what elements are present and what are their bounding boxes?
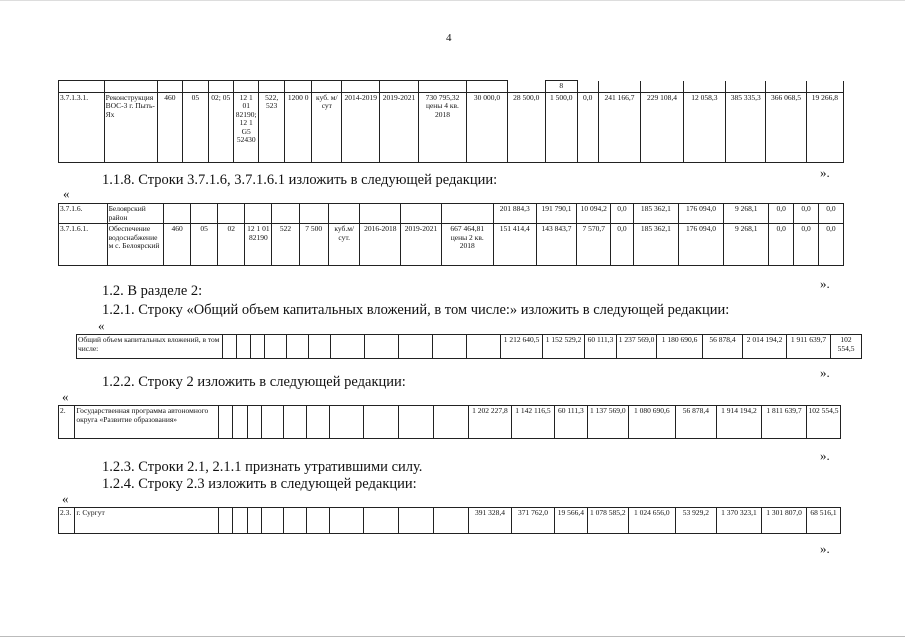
cell (401, 204, 442, 224)
paragraph-121: 1.2.1. Строку «Общий объем капитальных вложений, в том числе:» изложить в следующей редакции: (102, 302, 730, 318)
cell (434, 508, 469, 534)
paragraph-118: 1.1.8. Строки 3.7.1.6, 3.7.1.6.1 изложить в следующей редакции: (102, 172, 498, 188)
cell (342, 81, 380, 93)
cell (441, 204, 493, 224)
cell: 3.7.1.6.1. (59, 224, 108, 266)
quote-close: ». (820, 448, 830, 463)
quote-close: ». (820, 365, 830, 380)
cell (261, 406, 284, 439)
cell (261, 508, 284, 534)
cell: 2014-2019 (342, 92, 380, 162)
cell: 229 108,4 (641, 92, 683, 162)
cell (265, 335, 287, 359)
cell: 0,0 (611, 224, 634, 266)
cell (418, 81, 467, 93)
scan-edge-bottom (0, 636, 905, 637)
cell: 7 570,7 (577, 224, 611, 266)
cell: 1 137 569,0 (587, 406, 628, 439)
cell: 1 142 116,5 (511, 406, 554, 439)
cell (380, 81, 418, 93)
cell (766, 81, 806, 93)
cell (299, 204, 328, 224)
cell: 1 914 194,2 (716, 406, 761, 439)
cell: куб.м/сут. (328, 224, 360, 266)
cell: 522 (272, 224, 299, 266)
cell: 0,0 (794, 224, 819, 266)
cell (104, 81, 157, 93)
cell: 1 301 807,0 (761, 508, 806, 534)
cell (259, 81, 284, 93)
cell: 2019-2021 (401, 224, 442, 266)
cell: 143 843,7 (536, 224, 577, 266)
cell (287, 335, 309, 359)
cell: Общий объем капитальных вложений, в том числе: (77, 335, 223, 359)
cell: 0,0 (769, 204, 794, 224)
cell: 12 1 01 82190 (245, 224, 272, 266)
cell (233, 508, 247, 534)
cell: 30 000,0 (467, 92, 507, 162)
cell: 0,0 (611, 204, 634, 224)
cell: Белоярский район (107, 204, 163, 224)
cell (598, 81, 640, 93)
cell (329, 508, 364, 534)
cell: 185 362,1 (633, 204, 678, 224)
cell (218, 508, 232, 534)
table-rows-3716 (58, 203, 844, 266)
cell (157, 81, 182, 93)
cell (726, 81, 766, 93)
cell: 2 014 194,2 (743, 335, 787, 359)
cell (364, 406, 399, 439)
table-row-2 (58, 405, 841, 439)
cell (399, 335, 433, 359)
cell (208, 81, 233, 93)
cell: 3.7.1.6. (59, 204, 108, 224)
cell: Государственная программа автономного округа «Развитие образования» (75, 406, 218, 439)
cell (247, 508, 261, 534)
cell: 12 1 01 82190; 12 1 G5 52430 (234, 92, 259, 162)
cell (399, 508, 434, 534)
cell (164, 204, 191, 224)
cell: 0,0 (577, 92, 598, 162)
cell (284, 406, 307, 439)
cell: 1 180 690,6 (657, 335, 703, 359)
cell (284, 81, 312, 93)
cell: 56 878,4 (675, 406, 716, 439)
cell: куб. м/сут (312, 92, 342, 162)
cell (641, 81, 683, 93)
cell (309, 335, 331, 359)
cell: 2.3. (59, 508, 75, 534)
cell: 7 500 (299, 224, 328, 266)
cell (434, 406, 469, 439)
cell (433, 335, 467, 359)
quote-close: ». (820, 165, 830, 180)
cell: 191 790,1 (536, 204, 577, 224)
quote-close: ». (820, 541, 830, 556)
cell: 1 500,0 (545, 92, 577, 162)
cell: 3.7.1.3.1. (59, 92, 105, 162)
cell: 1 080 690,6 (628, 406, 675, 439)
cell: 19 566,4 (554, 508, 587, 534)
cell: 151 414,4 (493, 224, 536, 266)
cell: 522, 523 (259, 92, 284, 162)
cell (399, 406, 434, 439)
cell: 53 929,2 (675, 508, 716, 534)
cell: 1200 0 (284, 92, 312, 162)
cell (237, 335, 251, 359)
cell (247, 406, 261, 439)
cell: 1 911 639,7 (787, 335, 831, 359)
cell (191, 204, 218, 224)
quote-close: ». (820, 276, 830, 291)
cell: 667 464,81 цены 2 кв. 2018 (441, 224, 493, 266)
cell (284, 508, 307, 534)
cell: 19 266,8 (806, 92, 843, 162)
cell: 385 335,3 (726, 92, 766, 162)
cell: 0,0 (769, 224, 794, 266)
cell (218, 204, 245, 224)
cell: 12 058,3 (683, 92, 725, 162)
cell: 102 554,5 (831, 335, 862, 359)
cell (507, 81, 545, 93)
cell (218, 406, 232, 439)
cell (251, 335, 265, 359)
cell: г. Сургут (75, 508, 218, 534)
cell: 68 516,1 (807, 508, 841, 534)
cell: 8 (545, 81, 577, 93)
cell (223, 335, 237, 359)
cell (329, 406, 364, 439)
cell (683, 81, 725, 93)
cell: 60 111,3 (554, 406, 587, 439)
cell (365, 335, 399, 359)
table-row-total-investment (76, 334, 862, 359)
cell (307, 406, 330, 439)
cell: 201 884,3 (493, 204, 536, 224)
cell: 1 024 656,0 (628, 508, 675, 534)
paragraph-123: 1.2.3. Строки 2.1, 2.1.1 признать утратившими силу. (102, 459, 423, 475)
cell: 460 (164, 224, 191, 266)
cell: 05 (191, 224, 218, 266)
table-row-37131 (58, 80, 844, 163)
cell (577, 81, 598, 93)
cell: 2016-2018 (360, 224, 401, 266)
cell: 02 (218, 224, 245, 266)
cell: 56 878,4 (703, 335, 743, 359)
cell: Реконструкция ВОС-3 г. Пыть-Ях (104, 92, 157, 162)
cell: 1 370 323,1 (716, 508, 761, 534)
cell: 1 202 227,8 (468, 406, 511, 439)
cell: 10 094,2 (577, 204, 611, 224)
cell: 0,0 (818, 204, 843, 224)
cell: 460 (157, 92, 182, 162)
cell: 2019-2021 (380, 92, 418, 162)
cell (312, 81, 342, 93)
cell: 1 811 639,7 (761, 406, 806, 439)
quote-open: « (62, 389, 69, 404)
cell (183, 81, 208, 93)
quote-open: « (63, 186, 70, 201)
cell: 28 500,0 (507, 92, 545, 162)
cell: 176 094,0 (678, 204, 723, 224)
cell (328, 204, 360, 224)
cell: 241 166,7 (598, 92, 640, 162)
cell (467, 81, 507, 93)
cell (272, 204, 299, 224)
cell: 391 328,4 (468, 508, 511, 534)
cell: 371 762,0 (511, 508, 554, 534)
cell: 102 554,5 (807, 406, 841, 439)
cell: 9 268,1 (724, 204, 769, 224)
cell: 2. (59, 406, 75, 439)
cell: 0,0 (794, 204, 819, 224)
cell (806, 81, 843, 93)
cell: 0,0 (818, 224, 843, 266)
cell: 9 268,1 (724, 224, 769, 266)
scan-edge-top (0, 0, 905, 1)
cell (234, 81, 259, 93)
quote-open: « (98, 318, 105, 333)
table-row-23 (58, 507, 841, 534)
cell (467, 335, 501, 359)
cell (245, 204, 272, 224)
cell (360, 204, 401, 224)
cell: Обеспечение водоснабжением с. Белоярский (107, 224, 163, 266)
cell: 1 212 640,5 (501, 335, 543, 359)
cell (59, 81, 105, 93)
paragraph-12: 1.2. В разделе 2: (102, 283, 203, 299)
paragraph-122: 1.2.2. Строку 2 изложить в следующей редакции: (102, 374, 406, 390)
cell: 185 362,1 (633, 224, 678, 266)
cell: 02; 05 (208, 92, 233, 162)
cell (331, 335, 365, 359)
cell: 176 094,0 (678, 224, 723, 266)
cell: 60 111,3 (585, 335, 617, 359)
cell: 1 152 529,2 (543, 335, 585, 359)
cell: 1 078 585,2 (587, 508, 628, 534)
cell (364, 508, 399, 534)
page-number: 4 (446, 32, 452, 44)
cell: 1 237 569,0 (617, 335, 657, 359)
cell: 05 (183, 92, 208, 162)
cell: 366 068,5 (766, 92, 806, 162)
cell (307, 508, 330, 534)
paragraph-124: 1.2.4. Строку 2.3 изложить в следующей редакции: (102, 476, 417, 492)
quote-open: « (62, 491, 69, 506)
cell: 730 795,32 цены 4 кв. 2018 (418, 92, 467, 162)
cell (233, 406, 247, 439)
